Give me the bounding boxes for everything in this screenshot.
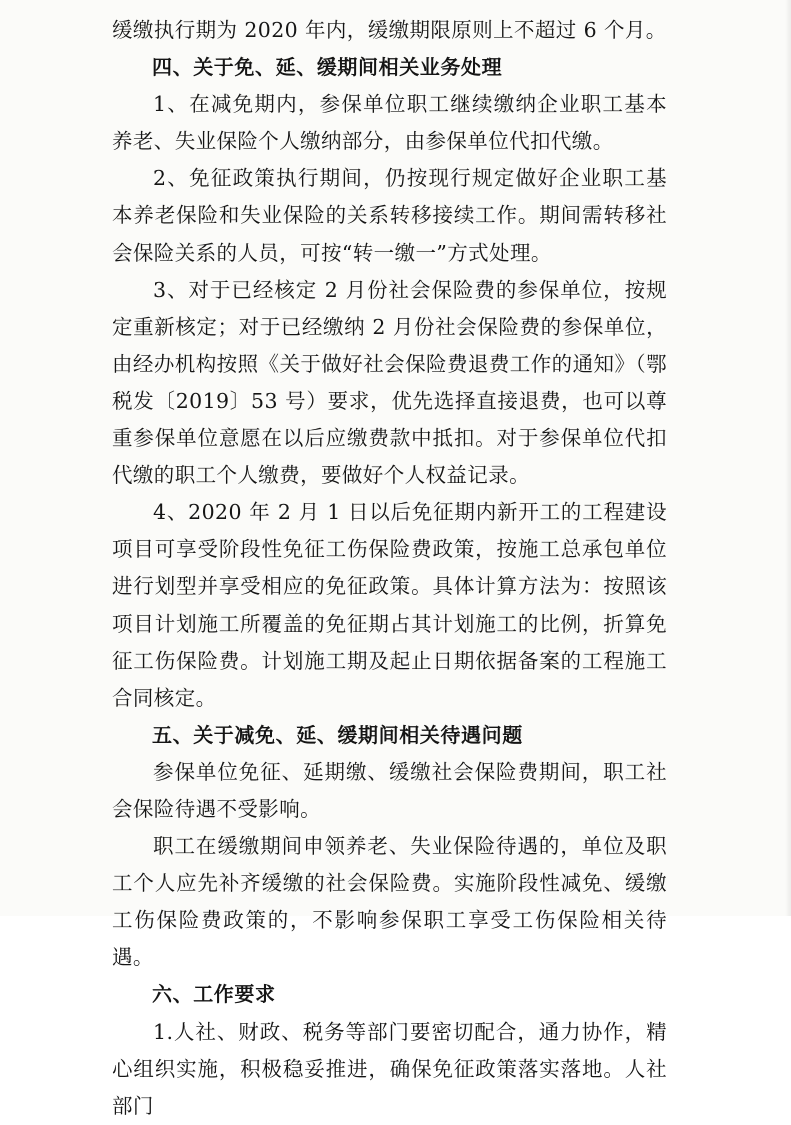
scan-edge-shadow (785, 0, 791, 916)
text-line-deferral-period: 缓缴执行期为 2020 年内，缓缴期限原则上不超过 6 个月。 (112, 18, 667, 42)
paragraph-4-3: 3、对于已经核定 2 月份社会保险费的参保单位，按规定重新核定；对于已经缴纳 2 月份社会保险费的参保单位，由经办机构按照《关于做好社会保险费退费工作的通知》（鄂税发〔2019〕53 号）要求，优先选择直接退费，也可以尊重参保单位意愿在以后应缴费款中抵扣。对于参保单位代扣代缴的职工个人缴费，要做好个人权益记录。 (112, 277, 667, 488)
section-heading-5: 五、关于减免、延、缓期间相关待遇问题 (152, 722, 523, 747)
section-heading-4: 四、关于免、延、缓期间相关业务处理 (152, 55, 503, 80)
paragraph-4-2: 2、免征政策执行期间，仍按现行规定做好企业职工基本养老保险和失业保险的关系转移接续工作。期间需转移社会保险关系的人员，可按“转一缴一”方式处理。 (112, 166, 667, 265)
paragraph-5-1: 参保单位免征、延期缴、缓缴社会保险费期间，职工社会保险待遇不受影响。 (112, 759, 667, 821)
document-body (112, 12, 667, 1125)
paragraph-4-4: 4、2020 年 2 月 1 日以后免征期内新开工的工程建设项目可享受阶段性免征工伤保险费政策，按施工总承包单位进行划型并享受相应的免征政策。具体计算方法为：按照该项目计划施工所覆盖的免征期占其计划施工的比例，折算免征工伤保险费。计划施工期及起止日期依据备案的工程施工合同核定。 (112, 500, 667, 710)
paragraph-5-2: 职工在缓缴期间申领养老、失业保险待遇的，单位及职工个人应先补齐缓缴的社会保险费。实施阶段性减免、缓缴工伤保险费政策的，不影响参保职工享受工伤保险相关待遇。 (112, 834, 667, 970)
paragraph-6-1: 1.人社、财政、税务等部门要密切配合，通力协作，精心组织实施，积极稳妥推进，确保免征政策落实落地。人社部门 (112, 1019, 667, 1118)
section-heading-6: 六、工作要求 (152, 982, 276, 1007)
paragraph-4-1: 1、在减免期内，参保单位职工继续缴纳企业职工基本养老、失业保险个人缴纳部分，由参保单位代扣代缴。 (112, 92, 667, 154)
